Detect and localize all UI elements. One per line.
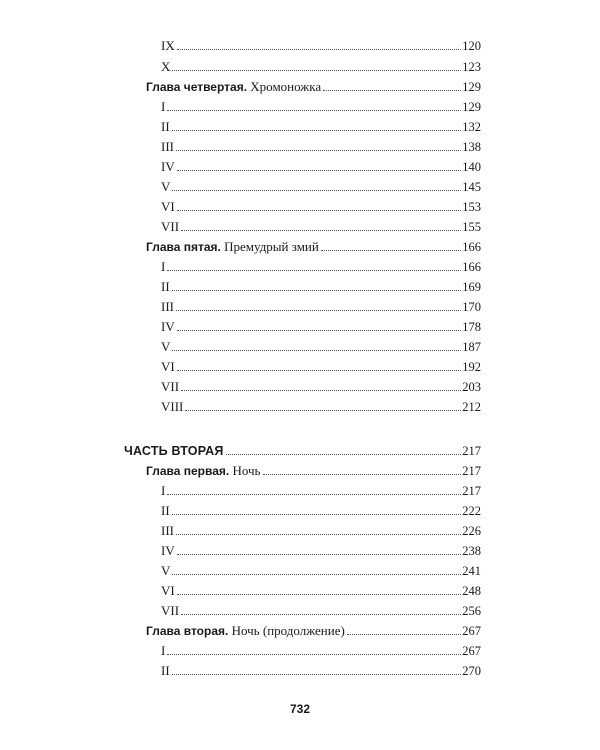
toc-entry-title	[146, 463, 262, 479]
toc-entry-page: 166	[462, 260, 481, 274]
chapter-name: Хромоножка	[250, 79, 322, 94]
toc-entry-sub	[161, 319, 481, 335]
dot-leader	[177, 594, 462, 595]
toc-entry-sub	[161, 503, 481, 519]
toc-entry-page: 270	[462, 664, 481, 678]
toc-entry-title	[161, 483, 166, 499]
toc-entry-page: 203	[462, 380, 481, 394]
dot-leader	[177, 554, 462, 555]
toc-entry-sub	[161, 199, 481, 215]
dot-leader	[172, 130, 462, 131]
chapter-label: Глава первая.	[146, 464, 230, 478]
toc-entry-page: 217	[462, 464, 481, 478]
dot-leader	[177, 49, 462, 50]
toc-entry-sub	[161, 359, 481, 375]
toc-entry-number: VII	[161, 379, 180, 394]
toc-entry-title	[146, 79, 322, 95]
dot-leader	[181, 390, 461, 391]
chapter-label: Глава вторая.	[146, 624, 229, 638]
toc-entry-chapter	[146, 463, 481, 479]
toc-entry-page: 248	[462, 584, 481, 598]
toc-entry-sub	[161, 583, 481, 599]
dot-leader	[176, 534, 461, 535]
dot-leader	[347, 634, 461, 635]
toc-entry-page: 138	[462, 140, 481, 154]
toc-entry-sub	[161, 339, 481, 355]
toc-entry-number: V	[161, 563, 171, 578]
part-label: ЧАСТЬ ВТОРАЯ	[124, 444, 224, 458]
toc-entry-sub	[161, 543, 481, 559]
toc-entry-number: VI	[161, 199, 175, 214]
chapter-name: Ночь	[232, 463, 261, 478]
toc-entry-number: II	[161, 503, 170, 518]
toc-entry-sub	[161, 38, 481, 54]
toc-entry-page: 120	[462, 39, 481, 53]
toc-entry-sub	[161, 563, 481, 579]
chapter-label: Глава четвертая.	[146, 80, 248, 94]
chapter-name: Ночь (продолжение)	[231, 623, 345, 638]
toc-entry-number: I	[161, 259, 166, 274]
toc-entry-title	[161, 319, 176, 335]
toc-entry-title	[146, 239, 320, 255]
toc-entry-page: 145	[462, 180, 481, 194]
toc-entry-title	[161, 259, 166, 275]
toc-entry-number: VII	[161, 219, 180, 234]
dot-leader	[172, 674, 462, 675]
toc-entry-sub	[161, 523, 481, 539]
toc-entry-sub	[161, 99, 481, 115]
toc-entry-sub	[161, 643, 481, 659]
toc-entry-page: 140	[462, 160, 481, 174]
toc-entry-sub	[161, 299, 481, 315]
toc-entry-title	[161, 503, 171, 519]
dot-leader	[167, 110, 461, 111]
toc-entry-title	[161, 38, 176, 54]
dot-leader	[176, 150, 461, 151]
toc-entry-number: III	[161, 523, 174, 538]
dot-leader	[177, 170, 462, 171]
dot-leader	[172, 574, 461, 575]
toc-entry-number: I	[161, 483, 166, 498]
toc-entry-number: VI	[161, 583, 175, 598]
toc-entry-page: 267	[462, 644, 481, 658]
dot-leader	[226, 454, 462, 455]
toc-entry-sub	[161, 179, 481, 195]
dot-leader	[172, 350, 461, 351]
toc-entry-sub	[161, 139, 481, 155]
toc-entry-page: 256	[462, 604, 481, 618]
toc-entry-title	[161, 299, 175, 315]
toc-entry-sub	[161, 483, 481, 499]
dot-leader	[167, 494, 461, 495]
dot-leader	[172, 70, 461, 71]
toc-entry-page: 212	[462, 400, 481, 414]
toc-entry-number: VI	[161, 359, 175, 374]
page-number: 732	[289, 702, 311, 716]
toc-entry-number: II	[161, 119, 170, 134]
toc-entry-number: IV	[161, 159, 175, 174]
toc-entry-page: 123	[462, 60, 481, 74]
toc-entry-title	[161, 663, 171, 679]
toc-entry-title	[161, 159, 176, 175]
toc-entry-title	[161, 59, 171, 75]
toc-entry-page: 129	[462, 100, 481, 114]
toc-entry-page: 217	[462, 444, 481, 458]
toc-entry-page: 192	[462, 360, 481, 374]
toc-entry-page: 238	[462, 544, 481, 558]
dot-leader	[177, 370, 462, 371]
toc-entry-page: 187	[462, 340, 481, 354]
toc-entry-number: IV	[161, 543, 175, 558]
dot-leader	[167, 654, 461, 655]
toc-entry-number: II	[161, 663, 170, 678]
dot-leader	[172, 290, 462, 291]
toc-entry-sub	[161, 379, 481, 395]
dot-leader	[176, 310, 461, 311]
toc-entry-page: 222	[462, 504, 481, 518]
toc-entry-title	[161, 523, 175, 539]
dot-leader	[321, 250, 461, 251]
chapter-name: Премудрый змий	[224, 239, 319, 254]
toc-entry-title	[161, 543, 176, 559]
toc-entry-title	[161, 219, 180, 235]
toc-entry-page: 226	[462, 524, 481, 538]
toc-entry-title	[124, 443, 225, 459]
toc-entry-chapter	[146, 623, 481, 639]
toc-entry-title	[161, 379, 180, 395]
toc-entry-sub	[161, 119, 481, 135]
dot-leader	[185, 410, 461, 411]
toc-entry-number: VII	[161, 603, 180, 618]
toc-entry-page: 170	[462, 300, 481, 314]
toc-entry-title	[161, 603, 180, 619]
toc-entry-page: 241	[462, 564, 481, 578]
toc-entry-page: 178	[462, 320, 481, 334]
toc-entry-title	[161, 139, 175, 155]
toc-entry-page: 166	[462, 240, 481, 254]
toc-entry-sub	[161, 59, 481, 75]
toc-entry-number: V	[161, 339, 171, 354]
dot-leader	[177, 210, 462, 211]
toc-entry-sub	[161, 663, 481, 679]
toc-entry-page: 155	[462, 220, 481, 234]
toc-entry-page: 132	[462, 120, 481, 134]
dot-leader	[177, 330, 462, 331]
toc-entry-sub	[161, 399, 481, 415]
toc-entry-number: IX	[161, 38, 175, 53]
toc-entry-title	[161, 179, 171, 195]
toc-entry-title	[161, 119, 171, 135]
toc-entry-page: 169	[462, 280, 481, 294]
toc-entry-title	[161, 563, 171, 579]
toc-entry-title	[161, 99, 166, 115]
dot-leader	[172, 514, 462, 515]
chapter-label: Глава пятая.	[146, 240, 221, 254]
dot-leader	[181, 230, 461, 231]
toc-entry-title	[161, 339, 171, 355]
toc-entry-page: 129	[462, 80, 481, 94]
toc-entry-page: 217	[462, 484, 481, 498]
toc-entry-number: VIII	[161, 399, 184, 414]
dot-leader	[323, 90, 461, 91]
toc-entry-number: II	[161, 279, 170, 294]
toc-entry-title	[161, 643, 166, 659]
toc-entry-sub	[161, 159, 481, 175]
toc-entry-chapter	[146, 79, 481, 95]
dot-leader	[263, 474, 462, 475]
toc-entry-title	[161, 399, 184, 415]
toc-entry-part	[124, 443, 481, 459]
toc-entry-sub	[161, 279, 481, 295]
toc-entry-page: 267	[462, 624, 481, 638]
toc-entry-title	[146, 623, 346, 639]
toc-entry-number: I	[161, 643, 166, 658]
toc-entry-title	[161, 199, 176, 215]
toc-entry-number: III	[161, 139, 174, 154]
dot-leader	[172, 190, 461, 191]
toc-entry-chapter	[146, 239, 481, 255]
dot-leader	[181, 614, 461, 615]
dot-leader	[167, 270, 461, 271]
toc-entry-sub	[161, 603, 481, 619]
toc-entry-title	[161, 583, 176, 599]
toc-entry-title	[161, 279, 171, 295]
toc-entry-number: III	[161, 299, 174, 314]
toc-entry-number: X	[161, 59, 171, 74]
toc-entry-page: 153	[462, 200, 481, 214]
toc-entry-number: IV	[161, 319, 175, 334]
toc-entry-sub	[161, 219, 481, 235]
toc-entry-number: V	[161, 179, 171, 194]
toc-entry-title	[161, 359, 176, 375]
toc-entry-sub	[161, 259, 481, 275]
toc-entry-number: I	[161, 99, 166, 114]
